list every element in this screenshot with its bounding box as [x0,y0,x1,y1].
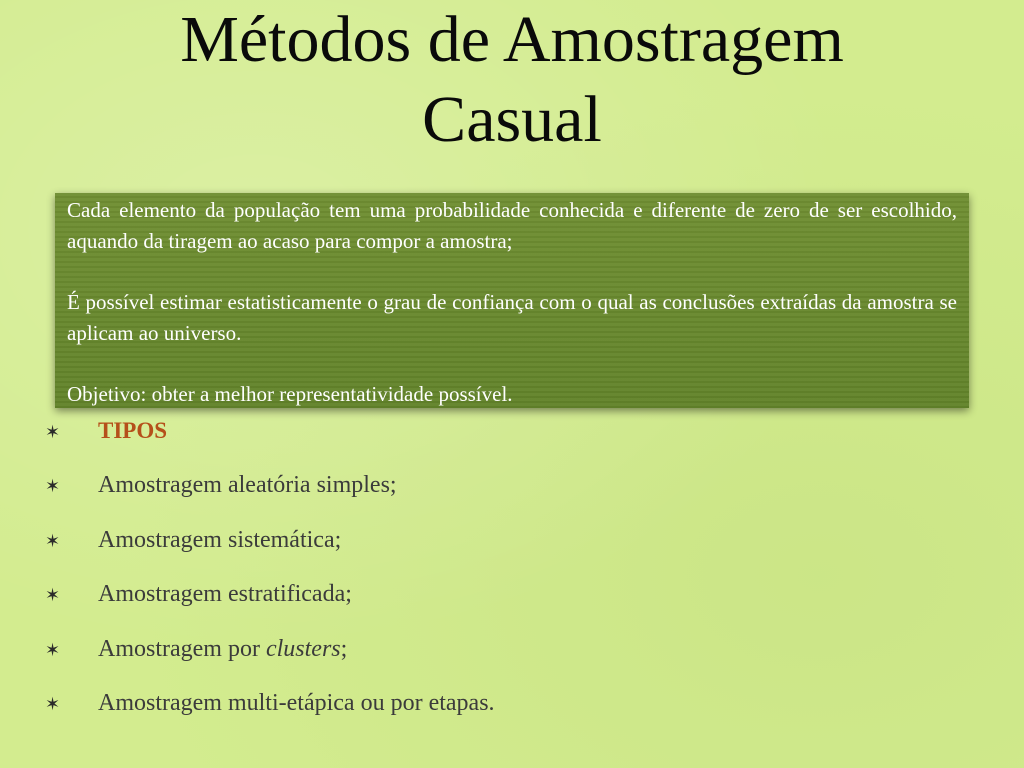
star-icon: ✶ [45,422,61,443]
star-icon: ✶ [45,639,61,661]
list-item-tipos [45,412,495,466]
list-item [45,630,495,684]
list-item-label: Amostragem sistemática; [98,526,342,553]
list-item-label: Amostragem multi-etápica ou por etapas. [98,689,495,716]
star-icon: ✶ [45,693,61,715]
slide-title-line-2: Casual [422,83,602,156]
sampling-types-list [45,412,495,738]
list-item-label-italic: clusters [265,635,341,662]
definition-paragraph-1: Cada elemento da população tem uma probabilidade conhecida e diferente de zero de ser escolhido, aquando da tiragem ao acaso para compor a amostra; [67,198,957,253]
definition-box [55,193,969,408]
list-item [45,466,495,520]
list-item-label: Amostragem estratificada; [98,581,352,608]
list-item [45,521,495,575]
list-item [45,684,495,738]
slide-title-line-1: Métodos de Amostragem [180,3,844,76]
slide-title [0,0,1024,160]
list-item-label-suffix: ; [340,635,348,662]
list-item-label-prefix: Amostragem por [98,635,266,662]
list-item [45,575,495,629]
definition-paragraph-2: É possível estimar estatisticamente o grau de confiança com o qual as conclusões extraídas da amostra se aplicam ao universo. [67,290,957,345]
tipos-heading: TIPOS [98,418,168,443]
definition-paragraph-3: Objetivo: obter a melhor representatividade possível. [67,382,513,406]
star-icon: ✶ [45,585,61,607]
star-icon: ✶ [45,476,61,498]
list-item-label: Amostragem aleatória simples; [98,472,397,499]
star-icon: ✶ [45,530,61,552]
